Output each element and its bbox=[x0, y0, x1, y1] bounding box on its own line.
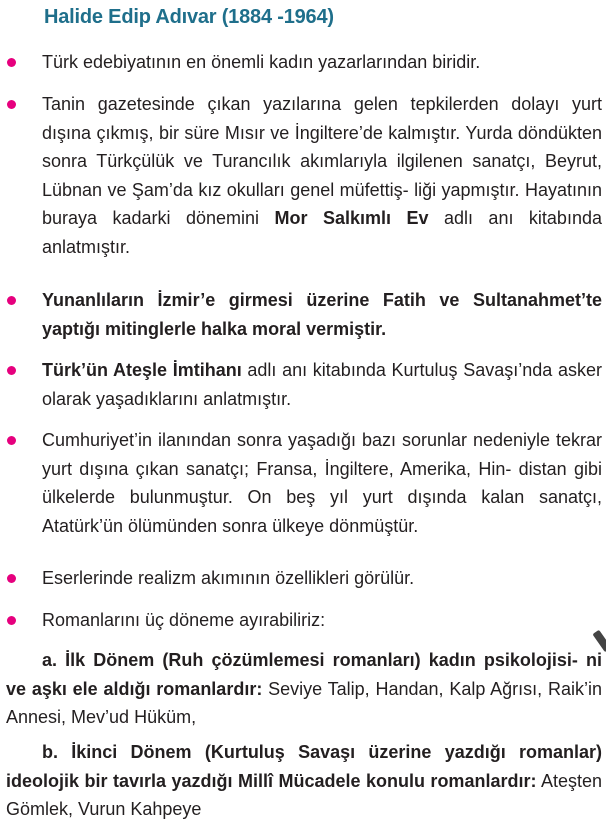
period-heading: b. İkinci Dönem (Kurtuluş Savaşı üzerine yazdığı romanlar) ideolojik bir tavırla yazdığı Millî Mücadele konulu romanlardır: bbox=[6, 742, 602, 791]
period-heading: a. İlk Dönem (Ruh çözümlemesi romanları) kadın psikolojisi- ni ve aşkı ele aldığı romanlardır: bbox=[6, 650, 602, 699]
item-text bbox=[42, 286, 602, 343]
bullet-icon bbox=[7, 58, 16, 67]
item-text-regular: Türk edebiyatının en önemli kadın yazarlarından biridir. bbox=[42, 52, 481, 72]
item-text-regular: Tanin gazetesinde çıkan yazılarına gelen tepkilerden dolayı yurt dışına çıkmış, bir süre Mısır ve İngiltere’de kalmıştır. Yurda döndükten sonra Türkçülük ve Turancılık akımlarıyla ilgilenen sanatçı, Beyrut, Lübnan ve Şam’da kız okulları genel müfettiş- liği yapmıştır. Hayatının buraya kadarki dönemini bbox=[42, 94, 602, 228]
item-text-regular: Cumhuriyet’in ilanından sonra yaşadığı bazı sorunlar nedeniyle tekrar yurt dışına çıkan sanatçı; Fransa, İngiltere, Amerika, Hin- distan gibi ülkelerde bulunmuştur. On beş yıl yurt dışında kalan sanatçı, Atatürk’ün ölümünden sonra ülkeye dönmüştür. bbox=[42, 430, 602, 536]
item-text-regular: Romanlarını üç döneme ayırabiliriz: bbox=[42, 610, 326, 630]
bullet-icon bbox=[7, 296, 16, 305]
period-works: Seviye Talip, Handan, Kalp Ağrısı, Raik’in Annesi, Mev’ud Hüküm, bbox=[6, 678, 602, 727]
bullet-icon bbox=[7, 616, 16, 625]
item-text bbox=[42, 90, 602, 261]
item-text-regular: adlı anı kitabında Kurtuluş Savaşı’nda asker olarak yaşadıklarını anlatmıştır. bbox=[42, 360, 602, 409]
item-text-bold: Mor Salkımlı Ev bbox=[274, 208, 429, 228]
item-text bbox=[42, 356, 602, 413]
bullet-icon bbox=[7, 574, 16, 583]
item-text bbox=[42, 606, 602, 635]
period-works: Ateşten Gömlek, Vurun Kahpeye bbox=[6, 770, 602, 819]
page-title: Halide Edip Adıvar (1884 -1964) bbox=[44, 6, 334, 28]
item-text bbox=[42, 48, 602, 77]
item-text-bold: Yunanlıların İzmir’e girmesi üzerine Fatih ve Sultanahmet’te yaptığı mitinglerle halka moral vermiştir. bbox=[42, 290, 602, 339]
item-text-regular: adlı anı kitabında anlatmıştır. bbox=[42, 208, 602, 257]
item-text bbox=[42, 564, 602, 593]
bullet-icon bbox=[7, 100, 16, 109]
period-block bbox=[6, 646, 602, 732]
bullet-icon bbox=[7, 436, 16, 445]
item-text bbox=[42, 426, 602, 540]
period-block bbox=[6, 738, 602, 824]
item-text-regular: Eserlerinde realizm akımının özellikleri görülür. bbox=[42, 568, 415, 588]
item-text-bold: Türk’ün Ateşle İmtihanı bbox=[42, 360, 242, 380]
bullet-icon bbox=[7, 366, 16, 375]
